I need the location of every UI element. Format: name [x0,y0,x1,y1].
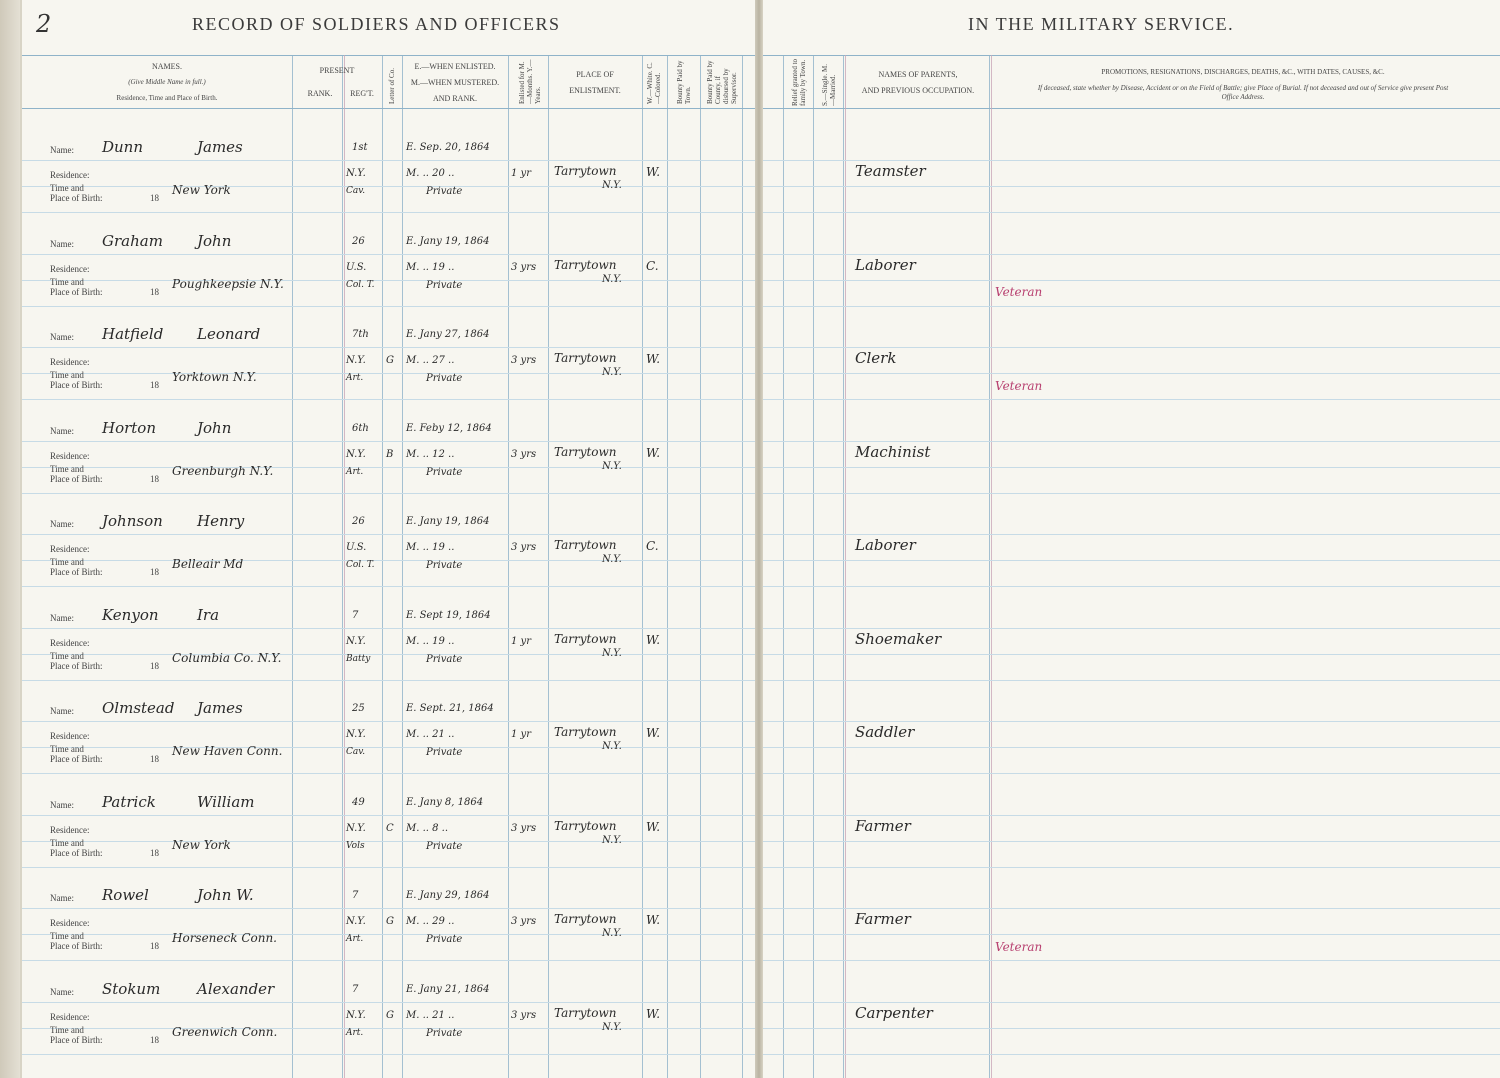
year-prefix: 18 [150,847,159,858]
soldier-occupation: Machinist [855,442,931,461]
ruled-line [22,467,757,468]
soldier-birthplace: Columbia Co. N.Y. [172,650,282,665]
soldier-color: W. [646,1006,661,1021]
ruled-line [22,721,757,722]
soldier-mustered: M. .. 21 .. [406,729,455,740]
soldier-regiment: U.S. [346,542,367,553]
soldier-enlistment-place: Tarrytown [554,818,617,833]
soldier-mustered: M. .. 19 .. [406,635,455,647]
time-label: Time and [50,183,84,193]
soldier-regiment-type: Art. [346,934,364,944]
soldier-rank: 6th [352,422,369,434]
soldier-enlisted: E. Jany 8, 1864 [406,796,484,808]
ruled-line [763,960,1500,961]
soldier-term: 3 yrs [511,822,537,834]
soldier-birthplace: New Haven Conn. [172,744,283,758]
time-label: Time and [50,837,84,848]
soldier-rank: 7 [352,609,359,621]
ruled-line [22,680,757,681]
ruled-line [22,160,757,161]
soldier-rank-at-muster: Private [426,934,463,945]
soldier-surname: Johnson [102,512,163,530]
soldier-occupation: Farmer [855,910,911,928]
soldier-birthplace: Greenwich Conn. [172,1024,278,1039]
soldier-remark: Veteran [995,378,1043,393]
year-prefix: 18 [150,660,159,671]
soldier-given-name: Alexander [197,979,275,998]
time-label: Time and [50,1024,84,1035]
soldier-given-name: John [197,418,232,437]
soldier-birthplace: Yorktown N.Y. [172,370,257,384]
soldier-color: W. [646,445,661,460]
ruled-line [22,347,757,348]
name-label: Name: [50,706,74,716]
name-label: Name: [50,238,74,249]
birthplace-label: Place of Birth: [50,660,103,671]
soldier-occupation: Clerk [855,349,897,367]
ruled-line [763,306,1500,307]
soldier-surname: Graham [102,231,163,250]
soldier-term: 3 yrs [511,916,537,927]
ruled-line [763,841,1500,842]
name-label: Name: [50,332,74,342]
soldier-mustered: M. .. 12 .. [406,448,455,460]
soldier-color: W. [646,913,661,927]
soldier-surname: Kenyon [102,605,159,624]
birthplace-label: Place of Birth: [50,847,103,858]
soldier-company: G [386,916,394,927]
soldier-regiment-type: Art. [346,373,364,383]
soldier-occupation: Saddler [855,723,915,741]
ruled-line [22,399,757,400]
ruled-line [763,654,1500,655]
soldier-regiment: N.Y. [346,822,366,834]
soldier-enlistment-state: N.Y. [602,367,622,378]
soldier-company: C [386,822,394,834]
page-title-right: IN THE MILITARY SERVICE. [968,14,1235,34]
header-names-sub2: Residence, Time and Place of Birth. [116,94,218,102]
time-label: Time and [50,650,84,661]
soldier-enlistment-state: N.Y. [602,273,622,285]
name-label: Name: [50,612,74,623]
header-enlisted-for: Enlisted for M.—Months. Y.—Years. [518,59,543,104]
soldier-surname: Dunn [102,138,144,156]
name-label: Name: [50,519,74,529]
soldier-enlisted: E. Feby 12, 1864 [406,422,492,434]
birthplace-label: Place of Birth: [50,567,103,577]
ruled-line [22,1002,757,1003]
birthplace-label: Place of Birth: [50,380,103,390]
name-label: Name: [50,893,74,903]
header-bounty-county: Bounty Paid by County, if disbursed by Supervisor. [706,60,739,104]
soldier-birthplace: Belleair Md [172,557,244,571]
soldier-company: G [386,1009,394,1021]
ruled-line [22,654,757,655]
ruled-line [22,908,757,909]
year-prefix: 18 [150,193,159,203]
residence-label: Residence: [50,263,90,274]
residence-label: Residence: [50,357,90,367]
ruled-line [763,467,1500,468]
soldier-regiment: N.Y. [346,448,366,460]
soldier-enlistment-place: Tarrytown [554,257,617,272]
soldier-regiment-type: Col. T. [346,279,375,290]
name-label: Name: [50,799,74,810]
soldier-mustered: M. .. 19 .. [406,542,455,553]
year-prefix: 18 [150,754,159,764]
book-edge [0,0,20,1078]
name-label: Name: [50,986,74,997]
ruled-line [763,1054,1500,1055]
ruled-line [22,493,757,494]
soldier-rank-at-muster: Private [426,840,463,852]
soldier-regiment-type: Vols [346,840,365,851]
soldier-enlistment-place: Tarrytown [554,351,617,365]
soldier-given-name: John W. [197,886,254,904]
ruled-line [22,867,757,868]
ruled-line [763,186,1500,187]
soldier-regiment: N.Y. [346,729,366,740]
soldier-color: C. [646,258,659,273]
ruled-line [763,815,1500,816]
soldier-enlistment-state: N.Y. [602,928,622,939]
soldier-rank-at-muster: Private [426,466,463,478]
ruled-line [22,254,757,255]
soldier-term: 1 yr [511,635,531,647]
book-gutter [755,0,763,1078]
soldier-regiment-type: Batty [346,653,371,664]
soldier-term: 1 yr [511,729,531,740]
soldier-enlistment-state: N.Y. [602,1021,622,1033]
header-enlisted-3: AND RANK. [433,94,477,103]
soldier-rank: 1st [352,142,368,153]
header-bottom-rule-right [763,108,1500,109]
time-label: Time and [50,557,84,567]
soldier-occupation: Teamster [855,162,926,180]
soldier-given-name: Ira [197,605,220,624]
soldier-color: W. [646,819,661,834]
ruled-line [763,560,1500,561]
ruled-line [22,441,757,442]
residence-label: Residence: [50,170,90,180]
soldier-rank-at-muster: Private [426,560,463,571]
right-page [763,0,1500,1078]
soldier-term: 1 yr [511,168,531,179]
soldier-rank: 26 [352,516,365,527]
header-letter-co: Letter of Co. [388,68,396,104]
name-label: Name: [50,145,74,155]
ruled-line [22,1054,757,1055]
soldier-birthplace: New York [172,183,231,197]
header-names-sub: (Give Middle Name in full.) [128,78,206,86]
year-prefix: 18 [150,286,159,297]
soldier-color: W. [646,726,661,740]
ruled-line [763,441,1500,442]
soldier-regiment: N.Y. [346,916,366,927]
soldier-given-name: James [197,699,243,717]
soldier-rank: 49 [352,796,365,808]
soldier-surname: Stokum [102,979,161,998]
soldier-enlistment-place: Tarrytown [554,444,617,459]
header-top-rule-right [763,55,1500,56]
soldier-birthplace: Horseneck Conn. [172,931,277,945]
ruled-line [763,373,1500,374]
ruled-line [22,212,757,213]
ruled-line [763,680,1500,681]
header-enlisted-1: E.—WHEN ENLISTED. [414,62,496,71]
header-parents-1: NAMES OF PARENTS, [878,70,958,79]
soldier-enlistment-place: Tarrytown [554,725,617,739]
soldier-rank-at-muster: Private [426,279,463,291]
soldier-enlisted: E. Jany 27, 1864 [406,329,490,340]
soldier-given-name: John [197,231,232,250]
soldier-enlistment-place: Tarrytown [554,912,617,926]
ruled-line [22,773,757,774]
ruled-line [763,493,1500,494]
ruled-line [763,867,1500,868]
soldier-mustered: M. .. 27 .. [406,355,455,366]
birthplace-label: Place of Birth: [50,286,103,297]
soldier-surname: Patrick [102,792,156,811]
ruled-line [22,841,757,842]
soldier-mustered: M. .. 29 .. [406,916,455,927]
soldier-enlisted: E. Sept. 21, 1864 [406,703,494,714]
time-label: Time and [50,463,84,474]
soldier-term: 3 yrs [511,355,537,366]
residence-label: Residence: [50,544,90,554]
residence-label: Residence: [50,637,90,648]
soldier-surname: Horton [102,418,157,437]
soldier-mustered: M. .. 20 .. [406,168,455,179]
soldier-rank: 7 [352,890,359,901]
soldier-color: W. [646,352,661,366]
soldier-occupation: Carpenter [855,1003,933,1022]
soldier-surname: Rowel [102,886,149,904]
header-regt: REG'T. [350,89,374,98]
header-top-rule [22,55,757,56]
ruled-line [22,815,757,816]
soldier-enlisted: E. Jany 19, 1864 [406,516,490,527]
ruled-line [763,534,1500,535]
year-prefix: 18 [150,567,159,577]
residence-label: Residence: [50,824,90,835]
soldier-regiment-type: Col. T. [346,560,375,570]
soldier-occupation: Farmer [855,816,911,835]
ruled-line [763,773,1500,774]
page-number: 2 [36,10,52,38]
header-promotions: PROMOTIONS, RESIGNATIONS, DISCHARGES, DEATHS, &C., WITH DATES, CAUSES, &C. [1101,68,1385,76]
soldier-birthplace: Poughkeepsie N.Y. [172,276,284,291]
soldier-enlistment-state: N.Y. [602,180,622,191]
ruled-line [22,186,757,187]
soldier-enlistment-place: Tarrytown [554,631,617,646]
header-bottom-rule [22,108,757,109]
left-page [20,0,757,1078]
ruled-line [22,534,757,535]
ruled-line [22,1028,757,1029]
soldier-given-name: William [197,792,255,811]
soldier-mustered: M. .. 8 .. [406,822,449,834]
soldier-enlistment-state: N.Y. [602,460,622,472]
soldier-rank-at-muster: Private [426,747,463,758]
year-prefix: 18 [150,941,159,951]
soldier-enlistment-place: Tarrytown [554,164,617,178]
header-present: PRESENT [319,66,355,75]
soldier-mustered: M. .. 21 .. [406,1009,455,1021]
soldier-regiment: N.Y. [346,355,366,366]
ruled-line [763,934,1500,935]
ruled-line [22,586,757,587]
soldier-occupation: Shoemaker [855,629,942,648]
soldier-birthplace: Greenburgh N.Y. [172,463,274,478]
header-relief: Relief granted to family by Town. [791,58,808,106]
soldier-mustered: M. .. 19 .. [406,261,455,273]
soldier-rank: 25 [352,703,365,714]
soldier-enlistment-state: N.Y. [602,741,622,752]
soldier-term: 3 yrs [511,448,537,460]
soldier-enlistment-state: N.Y. [602,834,622,846]
time-label: Time and [50,744,84,754]
ruled-line [22,934,757,935]
ruled-line [763,747,1500,748]
ruled-line [22,747,757,748]
soldier-regiment: N.Y. [346,168,366,179]
header-names: NAMES. [151,62,182,71]
soldier-occupation: Laborer [855,255,916,274]
year-prefix: 18 [150,1034,159,1045]
soldier-regiment: N.Y. [346,1009,366,1021]
ruled-line [22,960,757,961]
soldier-enlisted: E. Jany 19, 1864 [406,235,490,247]
ruled-line [763,160,1500,161]
soldier-enlisted: E. Sep. 20, 1864 [406,142,490,153]
ruled-line [763,212,1500,213]
header-bounty-town: Bounty Paid by Town. [676,60,693,104]
ruled-line [763,399,1500,400]
soldier-birthplace: New York [172,837,231,852]
birthplace-label: Place of Birth: [50,473,103,484]
soldier-enlisted: E. Jany 29, 1864 [406,890,490,901]
residence-label: Residence: [50,918,90,928]
time-label: Time and [50,931,84,941]
year-prefix: 18 [150,473,159,484]
header-place-1: PLACE OF [576,70,614,79]
ruled-line [763,254,1500,255]
soldier-rank: 26 [352,235,365,247]
birthplace-label: Place of Birth: [50,1034,103,1045]
soldier-rank-at-muster: Private [426,1027,463,1039]
soldier-given-name: Leonard [197,325,261,343]
ruled-line [22,628,757,629]
soldier-color: W. [646,632,661,647]
soldier-enlistment-place: Tarrytown [554,538,617,552]
soldier-regiment-type: Art. [346,466,364,477]
birthplace-label: Place of Birth: [50,754,103,764]
ruled-line [22,373,757,374]
header-enlisted-2: M.—WHEN MUSTERED. [410,78,500,87]
soldier-enlistment-state: N.Y. [602,554,622,565]
soldier-enlisted: E. Sept 19, 1864 [406,609,491,621]
header-parents-2: AND PREVIOUS OCCUPATION. [861,86,975,95]
birthplace-label: Place of Birth: [50,193,103,203]
ruled-line [763,1002,1500,1003]
soldier-regiment: U.S. [346,261,367,273]
birthplace-label: Place of Birth: [50,941,103,951]
soldier-rank-at-muster: Private [426,653,463,665]
ruled-line [763,1028,1500,1029]
ruled-line [22,280,757,281]
soldier-rank-at-muster: Private [426,373,463,384]
ruled-line [763,908,1500,909]
soldier-surname: Olmstead [102,699,175,717]
header-color: W.—White. C.—Colored. [646,62,663,104]
soldier-term: 3 yrs [511,261,537,273]
soldier-enlistment-state: N.Y. [602,647,622,659]
soldier-company: B [386,448,394,460]
soldier-term: 3 yrs [511,542,537,553]
soldier-rank-at-muster: Private [426,186,463,197]
residence-label: Residence: [50,450,90,461]
soldier-given-name: Henry [197,512,245,530]
soldier-enlistment-place: Tarrytown [554,1005,617,1020]
soldier-regiment-type: Cav. [346,186,366,196]
soldier-rank: 7 [352,983,359,995]
soldier-regiment-type: Art. [346,1027,364,1038]
header-marital: S.—Single. M.—Married. [821,63,838,106]
soldier-given-name: James [197,138,243,156]
soldier-company: G [386,355,394,366]
header-rank: RANK. [307,89,333,98]
residence-label: Residence: [50,1011,90,1022]
soldier-enlisted: E. Jany 21, 1864 [406,983,490,995]
soldier-surname: Hatfield [102,325,164,343]
header-place-2: ENLISTMENT. [569,86,621,95]
ruled-line [22,306,757,307]
ruled-line [763,347,1500,348]
soldier-regiment: N.Y. [346,635,366,647]
soldier-regiment-type: Cav. [346,747,366,757]
ruled-line [763,280,1500,281]
header-promotions-sub: If deceased, state whether by Disease, Accident or on the Field of Battle; give Place of Burial. If not deceased and out of Service give present Post Office Address. [1037,84,1449,102]
ruled-line [763,628,1500,629]
soldier-color: C. [646,539,659,553]
name-label: Name: [50,425,74,436]
soldier-color: W. [646,165,661,179]
soldier-remark: Veteran [995,285,1043,299]
time-label: Time and [50,276,84,287]
ruled-line [763,721,1500,722]
residence-label: Residence: [50,731,90,741]
page-title: RECORD OF SOLDIERS AND OFFICERS [192,14,561,34]
ruled-line [22,560,757,561]
soldier-occupation: Laborer [855,536,916,554]
soldier-term: 3 yrs [511,1009,537,1021]
soldier-rank: 7th [352,329,369,340]
year-prefix: 18 [150,380,159,390]
soldier-remark: Veteran [995,939,1043,954]
time-label: Time and [50,370,84,380]
ruled-line [763,586,1500,587]
